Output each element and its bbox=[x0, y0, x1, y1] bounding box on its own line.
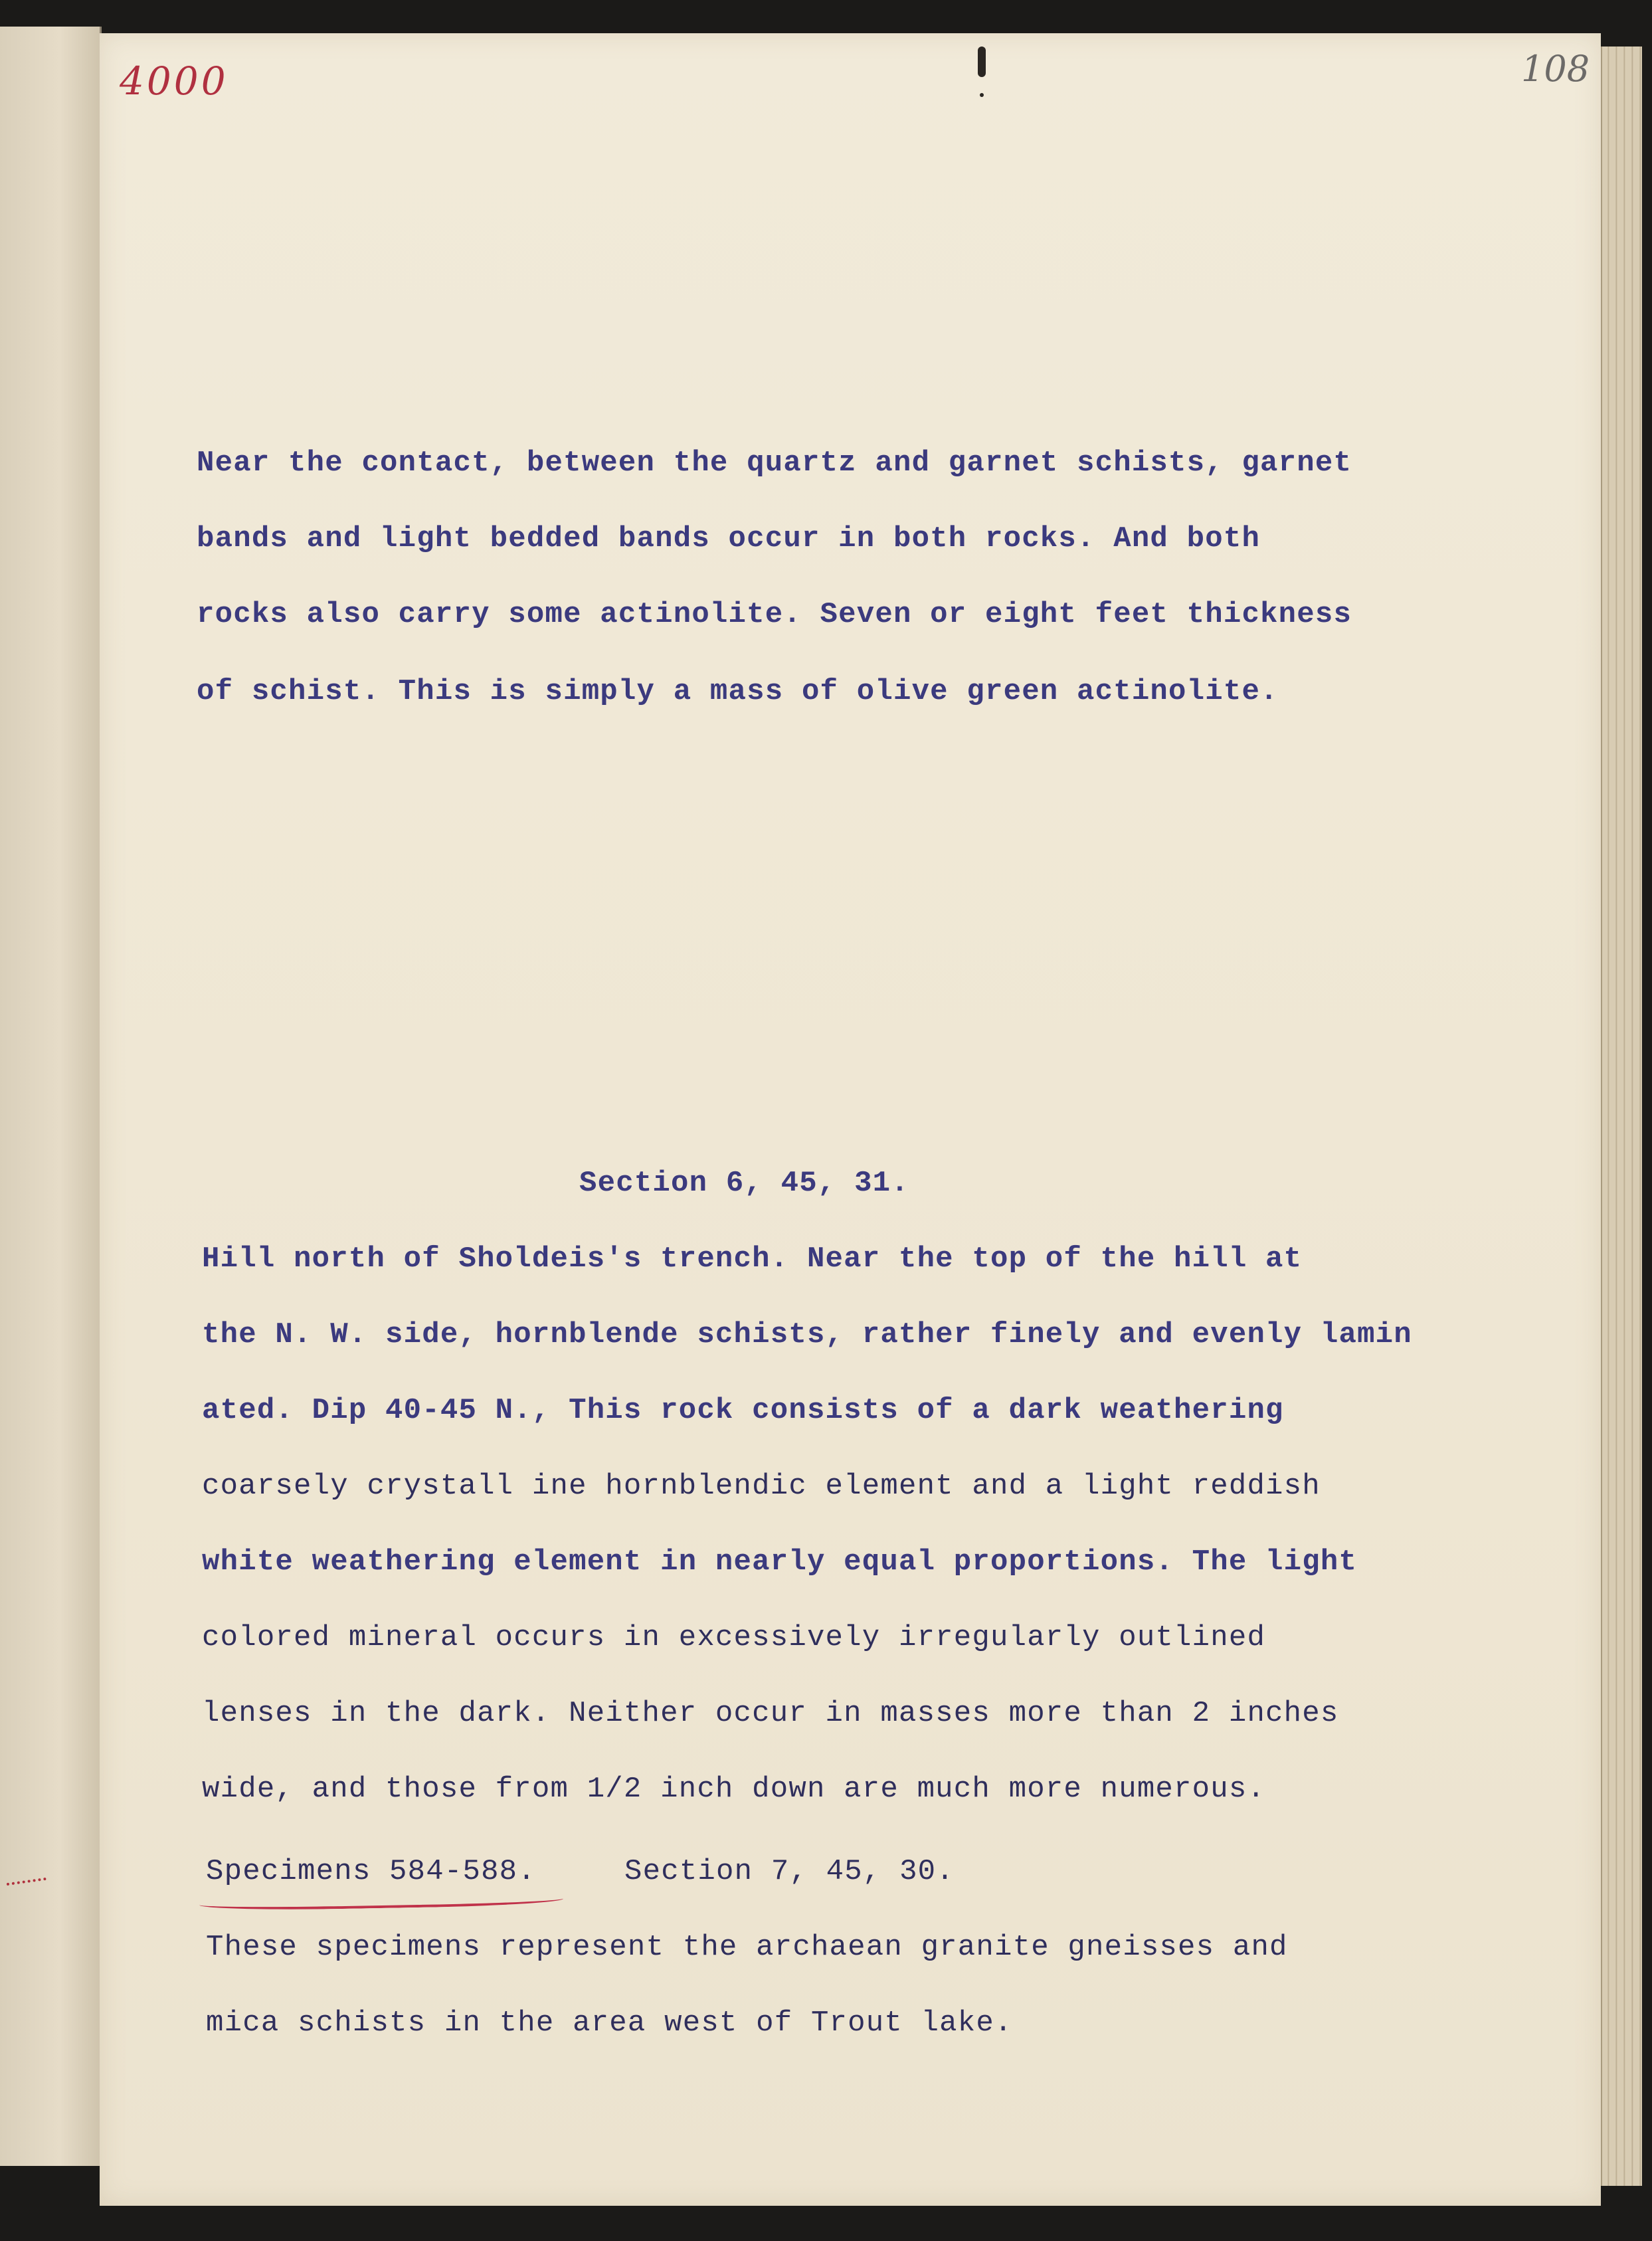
red-pencil-mark bbox=[7, 1878, 47, 1888]
page-stack-edge bbox=[1601, 47, 1642, 2186]
paragraph2-line: colored mineral occurs in excessively irregularly outlined bbox=[202, 1621, 1266, 1654]
specimens-label: Specimens 584-588. bbox=[206, 1855, 536, 1888]
paragraph1-line: bands and light bedded bands occur in both rocks. And both bbox=[197, 522, 1261, 555]
paragraph3-line: These specimens represent the archaean granite gneisses and bbox=[206, 1931, 1288, 1964]
previous-page-edge bbox=[0, 27, 102, 2166]
binding-hole bbox=[978, 47, 986, 77]
paragraph2-line: lenses in the dark. Neither occur in masses more than 2 inches bbox=[202, 1697, 1339, 1730]
page-number: 108 bbox=[1521, 48, 1590, 90]
specimens-section: Section 7, 45, 30. bbox=[624, 1855, 955, 1888]
paragraph1-line: rocks also carry some actinolite. Seven or eight feet thickness bbox=[197, 598, 1352, 631]
paragraph3-line: mica schists in the area west of Trout lake. bbox=[206, 2006, 1013, 2040]
paragraph1-line: Near the contact, between the quartz and garnet schists, garnet bbox=[197, 446, 1352, 480]
paragraph2-line: white weathering element in nearly equal proportions. The light bbox=[202, 1545, 1358, 1579]
section-heading: Section 6, 45, 31. bbox=[579, 1167, 909, 1200]
paragraph2-line: Hill north of Sholdeis's trench. Near the top of the hill at bbox=[202, 1242, 1303, 1276]
paragraph2-line: ated. Dip 40-45 N., This rock consists of a dark weathering bbox=[202, 1394, 1284, 1427]
handwritten-number: 4000 bbox=[120, 58, 229, 104]
paragraph1-line: of schist. This is simply a mass of olive green actinolite. bbox=[197, 675, 1279, 708]
paragraph2-line: wide, and those from 1/2 inch down are much more numerous. bbox=[202, 1773, 1266, 1806]
paragraph2-line: the N. W. side, hornblende schists, rather finely and evenly lamin bbox=[202, 1318, 1412, 1351]
paragraph2-line: coarsely crystall ine hornblendic element and a light reddish bbox=[202, 1470, 1321, 1503]
binding-hole-small bbox=[980, 93, 984, 97]
